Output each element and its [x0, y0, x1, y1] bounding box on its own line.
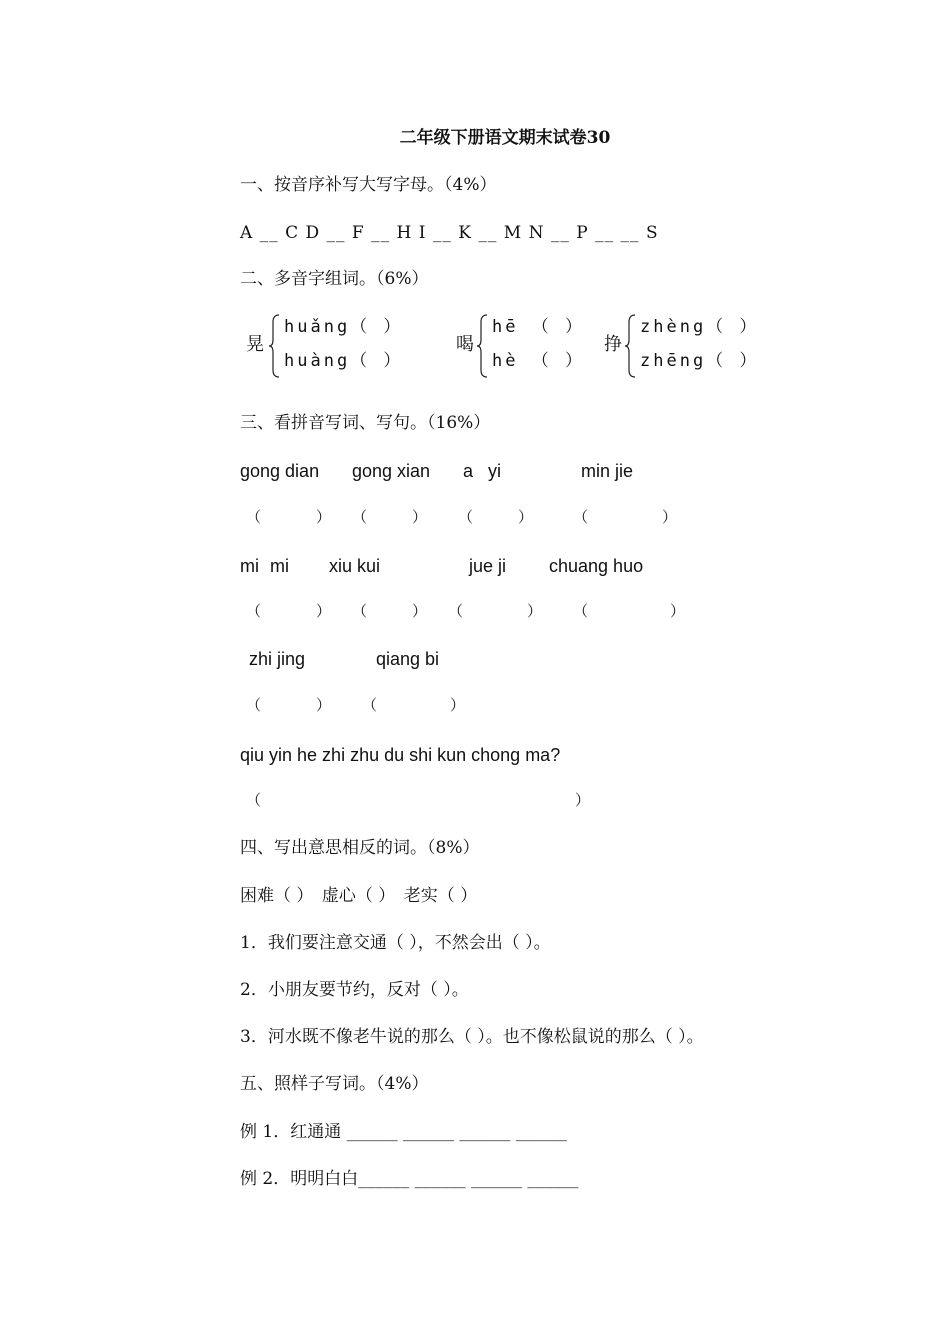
- answer-blank-close: ）: [670, 602, 686, 620]
- answer-blank-open: （: [573, 602, 589, 620]
- answer-blank-close: ）: [412, 508, 428, 526]
- brace-icon: [268, 314, 280, 378]
- section-3-heading: 三、看拼音写词、写句。（16%）: [240, 413, 491, 433]
- pinyin-word: a yi: [463, 461, 502, 481]
- section-1-heading: 一、按音序补写大写字母。（4%）: [240, 175, 497, 195]
- answer-blank-close: ）: [527, 602, 543, 620]
- polyphone-option: hē （ ）: [492, 317, 585, 337]
- polyphone-char: 晃: [246, 334, 264, 355]
- pinyin-word: chuang huo: [549, 556, 644, 576]
- pinyin-word: mi mi: [240, 556, 289, 576]
- answer-blank-close: ）: [662, 508, 678, 526]
- brace-icon: [476, 314, 488, 378]
- polyphone-option: zhèng（ ）: [640, 317, 760, 337]
- example-1: 例 1．红通通 ______ ______ ______ ______: [240, 1122, 567, 1142]
- answer-blank-open: （: [573, 508, 589, 526]
- answer-blank-open: （: [352, 508, 368, 526]
- section-2-heading: 二、多音字组词。（6%）: [240, 269, 429, 289]
- question-3: 3．河水既不像老牛说的那么（ ）。也不像松鼠说的那么（ ）。: [240, 1027, 704, 1047]
- pinyin-word: gong xian: [352, 461, 431, 481]
- polyphone-group-2: [456, 314, 586, 380]
- question-2: 2．小朋友要节约，反对（ ）。: [240, 980, 469, 1000]
- answer-blank-close: ）: [316, 508, 332, 526]
- answer-blank-open: （: [246, 602, 262, 620]
- section-5-heading: 五、照样子写词。（4%）: [240, 1074, 429, 1094]
- answer-blank-close: ）: [316, 602, 332, 620]
- answer-blank-close: ）: [575, 791, 591, 809]
- answer-blank-open: （: [352, 602, 368, 620]
- brace-icon: [624, 314, 636, 378]
- answer-blank-open: （: [246, 696, 262, 714]
- question-1: 1．我们要注意交通（ ），不然会出（ ）。: [240, 933, 551, 953]
- pinyin-word: jue ji: [469, 556, 507, 576]
- pinyin-word: min jie: [581, 461, 634, 481]
- answer-blank-open: （: [362, 696, 378, 714]
- page-title: 二年级下册语文期末试卷30: [399, 128, 611, 148]
- antonym-words: 困难（ ） 虚心（ ） 老实（ ）: [240, 886, 478, 906]
- answer-blank-close: ）: [450, 696, 466, 714]
- example-2: 例 2．明明白白______ ______ ______ ______: [240, 1169, 579, 1189]
- polyphone-group-1: [246, 314, 446, 380]
- polyphone-option: hè （ ）: [492, 351, 585, 371]
- section-4-heading: 四、写出意思相反的词。（8%）: [240, 838, 480, 858]
- alphabet-sequence: A __ C D __ F __ H I __ K __ M N __ P __ __ S: [240, 223, 659, 243]
- pinyin-sentence: qiu yin he zhi zhu du shi kun chong ma?: [240, 745, 561, 765]
- answer-blank-close: ）: [316, 696, 332, 714]
- pinyin-word: qiang bi: [376, 649, 440, 669]
- answer-blank-close: ）: [518, 508, 534, 526]
- polyphone-char: 喝: [456, 334, 474, 355]
- answer-blank-open: （: [448, 602, 464, 620]
- polyphone-option: huǎng（ ）: [284, 317, 404, 337]
- polyphone-group-3: [604, 314, 804, 380]
- polyphone-char: 挣: [604, 334, 622, 355]
- answer-blank-open: （: [246, 791, 262, 809]
- polyphone-option: huàng（ ）: [284, 351, 404, 371]
- answer-blank-open: （: [246, 508, 262, 526]
- answer-blank-open: （: [458, 508, 474, 526]
- pinyin-word: zhi jing: [249, 649, 306, 669]
- pinyin-word: gong dian: [240, 461, 320, 481]
- answer-blank-close: ）: [412, 602, 428, 620]
- polyphone-option: zhēng（ ）: [640, 351, 760, 371]
- pinyin-word: xiu kui: [329, 556, 381, 576]
